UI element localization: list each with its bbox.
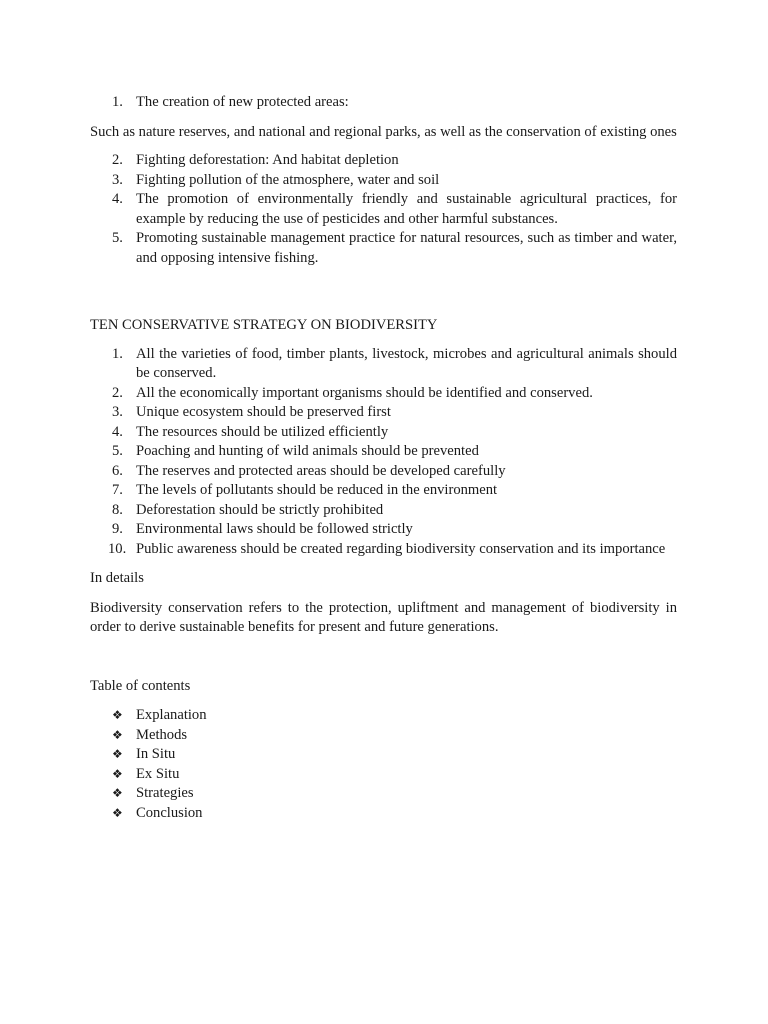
list-number: 10. (108, 540, 127, 557)
diamond-bullet-icon: ❖ (112, 786, 123, 800)
list-item-text: The promotion of environmentally friendly and sustainable agricultural practices, for example by reducing the use of pesticides and other harmful substances. (136, 191, 677, 227)
list-item-text: The levels of pollutants should be reduced in the environment (136, 482, 498, 498)
definition-paragraph: Biodiversity conservation refers to the protection, upliftment and management of biodiversity in order to derive sustainable benefits for present and future generations. (90, 599, 677, 635)
list-item-text: Environmental laws should be followed strictly (136, 521, 413, 537)
list-number: 4. (112, 423, 123, 440)
list-item (90, 345, 677, 384)
list-item (90, 462, 677, 482)
list-item (90, 384, 677, 404)
list-number: 7. (112, 482, 123, 498)
list-item (90, 229, 677, 268)
list-number: 6. (112, 462, 123, 479)
list-item (90, 481, 677, 501)
list-number: 5. (112, 230, 123, 246)
diamond-bullet-icon: ❖ (112, 727, 123, 742)
toc-item-text: Methods (136, 726, 188, 743)
list-item-text: Fighting deforestation: And habitat depletion (136, 152, 399, 168)
list-item-text: Fighting pollution of the atmosphere, water and soil (136, 171, 440, 188)
toc-item (90, 804, 677, 824)
toc-item (90, 745, 677, 765)
diamond-bullet-icon: ❖ (112, 708, 123, 722)
toc-item-text: Conclusion (136, 804, 203, 821)
list-item (90, 171, 677, 191)
list-item-text: Deforestation should be strictly prohibited (136, 501, 384, 518)
list-item-text: The resources should be utilized efficiently (136, 423, 389, 440)
toc-heading: Table of contents (90, 677, 191, 694)
list-item (90, 442, 677, 462)
toc-item (90, 784, 677, 804)
list-item-text: Promoting sustainable management practice for natural resources, such as timber and water, and opposing intensive fishing. (136, 230, 677, 266)
strategy-heading: TEN CONSERVATIVE STRATEGY ON BIODIVERSITY (90, 317, 438, 333)
toc-item-text: Ex Situ (136, 765, 180, 782)
diamond-bullet-icon: ❖ (112, 747, 123, 761)
list-item (90, 540, 677, 560)
list-number: 1. (112, 94, 123, 110)
list-item (90, 151, 677, 171)
toc-item-text: Strategies (136, 785, 194, 801)
measures-list-continued (90, 151, 677, 268)
list-number: 3. (112, 404, 123, 420)
list-item-text: Public awareness should be created regarding biodiversity conservation and its importance (136, 540, 666, 557)
list-number: 2. (112, 152, 123, 168)
list-item-text: All the economically important organisms should be identified and conserved. (136, 384, 593, 401)
in-details-label: In details (90, 570, 144, 586)
list-number: 5. (112, 443, 123, 459)
list-item-text: The reserves and protected areas should be developed carefully (136, 462, 506, 479)
toc-list (90, 706, 677, 823)
examples-paragraph: Such as nature reserves, and national and regional parks, as well as the conservation of existing ones (90, 123, 677, 140)
list-item (90, 93, 677, 113)
toc-item-text: In Situ (136, 746, 176, 762)
document-page (90, 93, 677, 823)
list-number: 9. (112, 521, 123, 537)
list-number: 4. (112, 191, 123, 207)
toc-item (90, 765, 677, 785)
list-item-text: The creation of new protected areas: (136, 94, 349, 110)
strategy-list (90, 345, 677, 560)
list-number: 2. (112, 384, 123, 401)
list-item-text: Poaching and hunting of wild animals should be prevented (136, 443, 479, 459)
list-number: 8. (112, 501, 123, 518)
list-number: 1. (112, 345, 123, 362)
list-item-text: All the varieties of food, timber plants, livestock, microbes and agricultural animals should be conserved. (136, 345, 677, 381)
list-item (90, 190, 677, 229)
toc-item-text: Explanation (136, 707, 207, 723)
toc-item (90, 706, 677, 726)
list-item (90, 403, 677, 423)
toc-item (90, 726, 677, 746)
measures-list-start (90, 93, 677, 113)
diamond-bullet-icon: ❖ (112, 766, 123, 781)
list-item (90, 520, 677, 540)
list-item (90, 501, 677, 521)
list-item (90, 423, 677, 443)
list-item-text: Unique ecosystem should be preserved first (136, 404, 391, 420)
diamond-bullet-icon: ❖ (112, 805, 123, 820)
list-number: 3. (112, 171, 123, 188)
